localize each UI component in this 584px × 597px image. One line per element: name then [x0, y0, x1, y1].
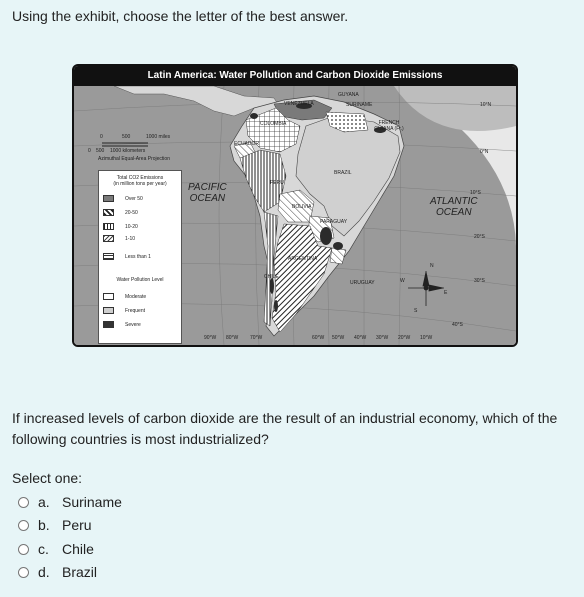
label-colombia: COLOMBIA [260, 121, 287, 127]
pacific-ocean-label: PACIFIC OCEAN [188, 182, 227, 204]
option-text[interactable]: Peru [62, 517, 92, 533]
co2-legend-subtitle: (in million tons per year) [113, 181, 167, 187]
lon-label: 20°W [398, 335, 411, 341]
swatch-moderate [103, 293, 114, 300]
option-text[interactable]: Chile [62, 541, 94, 557]
swatch-frequent [103, 307, 114, 314]
map-area [74, 86, 516, 345]
swatch-over-50 [103, 195, 114, 202]
option-letter: b. [38, 517, 50, 533]
legend-co2-item: 10-20 [125, 224, 138, 230]
option-d[interactable] [18, 562, 97, 582]
radio-button[interactable] [18, 544, 29, 555]
radio-button[interactable] [18, 520, 29, 531]
swatch-less-than-1 [103, 253, 114, 260]
lat-label: 10°S [470, 190, 481, 196]
lon-label: 90°W [204, 335, 217, 341]
compass-s: S [414, 308, 418, 314]
legend-co2-item: Over 50 [125, 196, 143, 202]
radio-button[interactable] [18, 567, 29, 578]
label-ecuador: ECUADOR [234, 141, 260, 147]
scale-miles-1000: 1000 miles [146, 134, 171, 140]
scale-km-500: 500 [96, 148, 105, 154]
option-b[interactable] [18, 515, 92, 535]
scale-km-0: 0 [88, 148, 91, 154]
lon-label: 50°W [332, 335, 345, 341]
lon-label: 30°W [376, 335, 389, 341]
lon-label: 40°W [354, 335, 367, 341]
option-letter: d. [38, 564, 50, 580]
projection-label: Azimuthal Equal-Area Projection [98, 156, 170, 162]
question-text: If increased levels of carbon dioxide are the result of an industrial economy, which of the following countries is most industrialized? [12, 410, 558, 447]
lon-label: 10°W [420, 335, 433, 341]
swatch-severe [103, 321, 114, 328]
scale-miles-0: 0 [100, 134, 103, 140]
scale-miles-500: 500 [122, 134, 131, 140]
option-c[interactable] [18, 539, 94, 559]
compass-n: N [430, 263, 434, 269]
instruction-text: Using the exhibit, choose the letter of the best answer. [12, 8, 349, 24]
option-a[interactable] [18, 492, 122, 512]
lon-label: 60°W [312, 335, 325, 341]
lat-label: 20°S [474, 234, 485, 240]
legend-co2-item: Less than 1 [125, 254, 151, 260]
label-french-guiana: FRENCH GUIANA (Fr.) [374, 120, 404, 132]
compass-w: W [400, 278, 405, 284]
option-letter: a. [38, 494, 50, 510]
co2-legend-title: Total CO2 Emissions [116, 175, 164, 181]
lat-label: 0°N [480, 149, 489, 155]
water-legend-title: Water Pollution Level [116, 277, 164, 283]
scale-km-1000: 1000 kilometers [110, 148, 146, 154]
legend-water-item: Moderate [125, 294, 147, 300]
label-venezuela: VENEZUELA [284, 101, 314, 107]
label-peru: PERU [270, 180, 284, 186]
lat-label: 30°S [474, 278, 485, 284]
select-one-label: Select one: [12, 470, 83, 486]
legend-water-item: Severe [125, 322, 141, 328]
compass-e: E [444, 290, 448, 296]
lat-label: 40°S [452, 322, 463, 328]
lat-label: 10°N [480, 102, 492, 108]
legend-co2-item: 20-50 [125, 210, 138, 216]
legend-co2-item: 1-10 [125, 236, 136, 242]
exhibit-map [72, 64, 518, 347]
label-argentina: ARGENTINA [288, 256, 318, 262]
label-paraguay: PARAGUAY [320, 219, 348, 225]
option-text[interactable]: Suriname [62, 494, 122, 510]
atlantic-ocean-label: ATLANTIC OCEAN [430, 196, 478, 218]
label-guyana: GUYANA [338, 92, 359, 98]
label-chile: CHILE [264, 274, 279, 280]
label-suriname: SURINAME [346, 102, 373, 108]
swatch-20-50 [103, 209, 114, 216]
label-brazil: BRAZIL [334, 170, 352, 176]
lon-label: 80°W [226, 335, 239, 341]
option-text[interactable]: Brazil [62, 564, 98, 580]
map-legend [98, 170, 182, 344]
label-uruguay: URUGUAY [350, 280, 375, 286]
option-letter: c. [38, 541, 49, 557]
swatch-1-10 [103, 235, 114, 242]
label-bolivia: BOLIVIA [292, 204, 312, 210]
legend-water-item: Frequent [125, 308, 146, 314]
lon-label: 70°W [250, 335, 263, 341]
radio-button[interactable] [18, 497, 29, 508]
exhibit-title: Latin America: Water Pollution and Carbon Dioxide Emissions [74, 66, 516, 86]
swatch-10-20 [103, 223, 114, 230]
